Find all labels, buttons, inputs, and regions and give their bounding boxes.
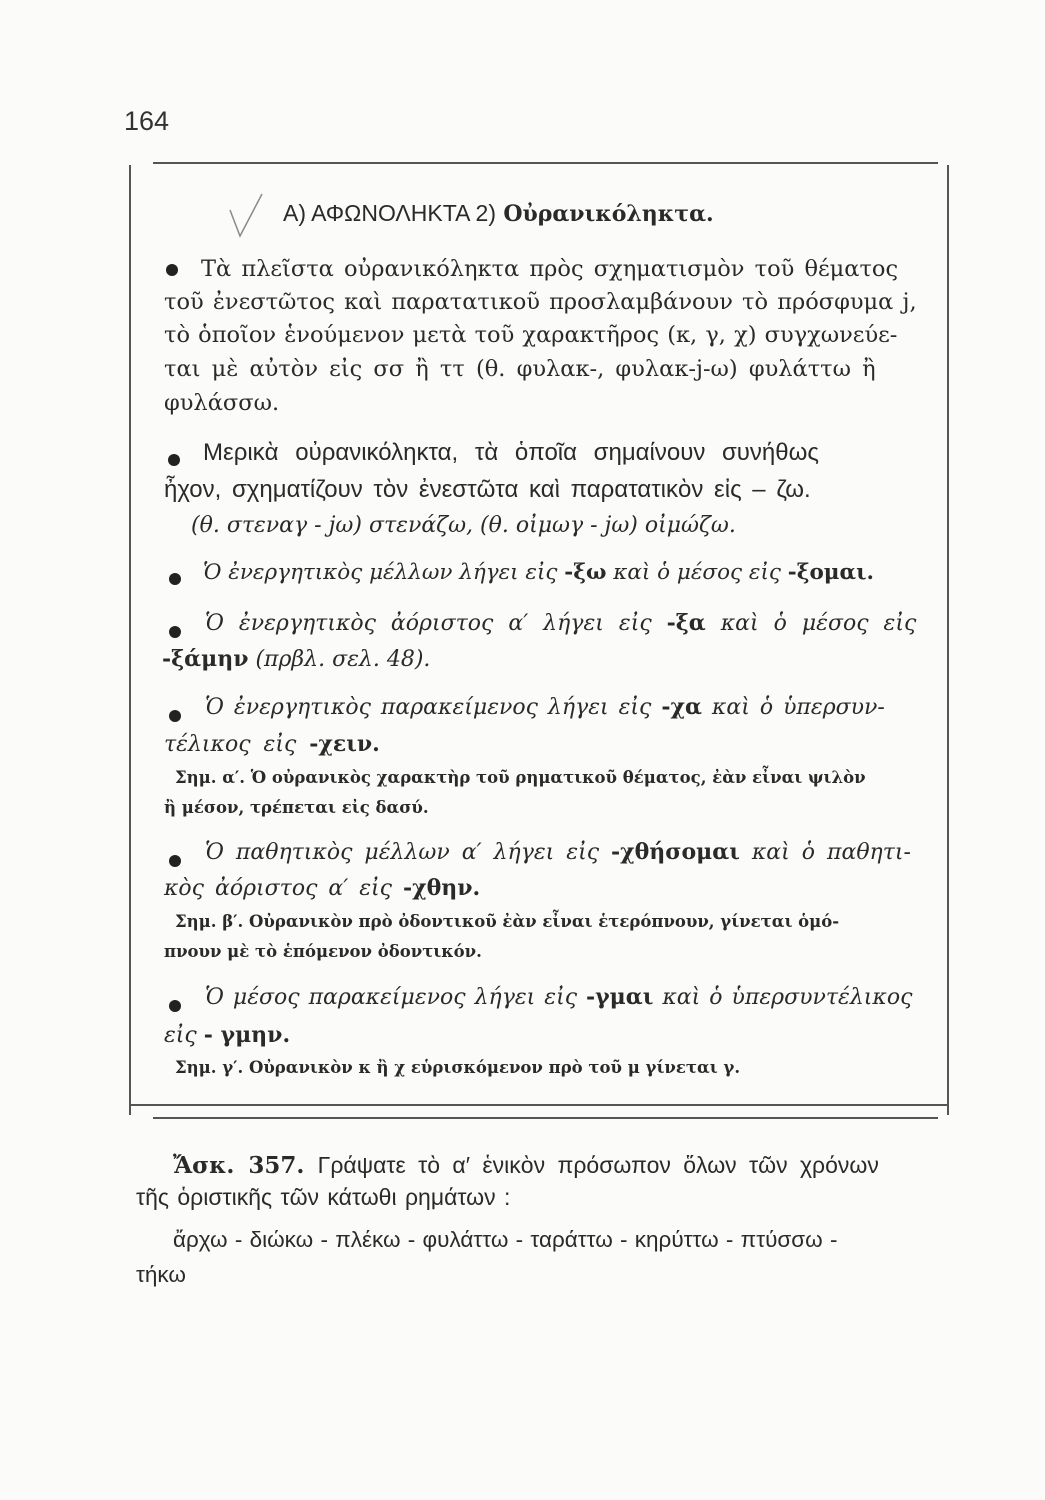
bullet-icon <box>166 264 178 276</box>
p2-line-2: ἦχον, σχηματίζουν τὸν ἐνεστῶτα καὶ παρατατικὸν εἰς – ζω. <box>164 476 811 503</box>
p4-text-1: Ὁ ἐνεργητικὸς ἀόριστος α′ λήγει εἰς <box>205 611 652 636</box>
page-number: 164 <box>124 106 170 136</box>
p4-line-1 <box>205 612 916 635</box>
section-heading <box>283 200 714 227</box>
p6-line-1 <box>205 841 911 864</box>
p7-text-1: Ὁ μέσος παρακείμενος λήγει εἰς <box>205 985 578 1010</box>
p7-text-3: εἰς <box>164 1023 197 1048</box>
bullet-icon <box>169 626 181 638</box>
exercise-label: Ἄσκ. 357. <box>173 1152 305 1179</box>
heading-title: Οὐρανικόληκτα. <box>503 201 714 227</box>
exercise-verbs-cont: τήκω <box>136 1262 186 1287</box>
p6-text-3: κὸς ἀόριστος α′ εἰς <box>164 876 392 901</box>
p1-line-4: ται μὲ αὐτὸν εἰς σσ ἢ ττ (θ. φυλακ-, φυλακ-j-ω) φυλάττω ἢ <box>164 356 876 382</box>
bottom-rule <box>153 1117 938 1119</box>
p5-text-1: Ὁ ἐνεργητικὸς παρακείμενος λήγει εἰς <box>205 695 652 720</box>
top-rule <box>153 162 938 164</box>
p7-line-2 <box>164 1024 290 1047</box>
p1-line-1: Τὰ πλεῖστα οὐρανικόληκτα πρὸς σχηματισμὸν τοῦ θέματος <box>201 256 899 282</box>
exercise-line-1 <box>173 1152 879 1179</box>
p6-ending-1: -χθήσομαι <box>611 839 740 865</box>
p4-text-3: (πρβλ. σελ. 48). <box>255 647 431 672</box>
box-bottom-rule <box>129 1104 947 1106</box>
p6-line-2 <box>164 877 480 900</box>
p2-line-3: (θ. στεναγ - jω) στενάζω, (θ. οἰμωγ - jω) οἰμώζω. <box>191 513 736 538</box>
note-c-line: Σημ. γ′. Οὐρανικὸν κ ἢ χ εὑρισκόμενον πρὸ τοῦ μ γίνεται γ. <box>175 1058 741 1077</box>
p2-line-1: Μερικὰ οὐρανικόληκτα, τὰ ὁποῖα σημαίνουν συνήθως <box>203 439 819 466</box>
p5-ending-2: -χειν. <box>309 731 380 757</box>
p3-ending-1: -ξω <box>564 560 607 585</box>
p3-line <box>203 562 874 584</box>
p7-ending-2: - γμην. <box>203 1022 291 1048</box>
p1-line-5: φυλάσσω. <box>164 390 280 416</box>
p7-line-1 <box>205 986 912 1009</box>
p6-text-1: Ὁ παθητικὸς μέλλων α′ λήγει εἰς <box>205 840 600 865</box>
p4-ending-1: -ξα <box>666 610 706 636</box>
note-a-line-2: ἢ μέσον, τρέπεται εἰς δασύ. <box>164 798 429 817</box>
p1-line-3: τὸ ὁποῖον ἑνούμενον μετὰ τοῦ χαρακτῆρος (κ, γ, χ) συγχωνεύε- <box>164 322 898 348</box>
p5-line-2 <box>164 733 380 756</box>
p7-ending-1: -γμαι <box>586 984 654 1010</box>
p4-ending-2: -ξάμην <box>162 646 249 672</box>
p7-text-2: καὶ ὁ ὑπερσυντέλικος <box>662 985 913 1010</box>
p3-text-1: Ὁ ἐνεργητικὸς μέλλων λήγει εἰς <box>203 560 558 585</box>
p3-text-2: καὶ ὁ μέσος εἰς <box>613 560 781 585</box>
note-b-line-2: πνουν μὲ τὸ ἑπόμενον ὀδοντικόν. <box>164 942 482 961</box>
note-a-line-1: Σημ. α′. Ὁ οὐρανικὸς χαρακτὴρ τοῦ ρηματικοῦ θέματος, ἐὰν εἶναι ψιλὸν <box>175 768 866 787</box>
p6-text-2: καὶ ὁ παθητι- <box>751 840 911 865</box>
p4-text-2: καὶ ὁ μέσος εἰς <box>720 611 917 636</box>
heading-prefix: Α) ΑΦΩΝΟΛΗΚΤΑ 2) <box>283 200 496 226</box>
note-b-line-1: Σημ. β′. Οὐρανικὸν πρὸ ὀδοντικοῦ ἐὰν εἶναι ἑτερόπνουν, γίνεται ὁμό- <box>175 912 840 931</box>
bullet-icon <box>169 573 181 585</box>
p5-text-3: τέλικος εἰς <box>164 732 297 757</box>
bullet-icon <box>169 710 181 722</box>
p4-line-2 <box>162 648 430 671</box>
check-mark-icon <box>226 192 266 242</box>
p5-ending-1: -χα <box>661 694 702 720</box>
p6-ending-2: -χθην. <box>403 875 481 901</box>
exercise-verbs: ἄρχω - διώκω - πλέκω - φυλάττω - ταράττω - κηρύττω - πτύσσω - <box>173 1227 838 1252</box>
bullet-icon <box>168 454 180 466</box>
bullet-icon <box>169 1000 181 1012</box>
p5-line-1 <box>205 696 885 719</box>
exercise-instruction-2: τῆς ὁριστικῆς τῶν κάτωθι ρημάτων : <box>136 1184 511 1210</box>
bullet-icon <box>169 855 181 867</box>
p3-ending-2: -ξομαι. <box>787 560 874 585</box>
p5-text-2: καὶ ὁ ὑπερσυν- <box>711 695 885 720</box>
p1-line-2: τοῦ ἐνεστῶτος καὶ παρατατικοῦ προσλαμβάνουν τὸ πρόσφυμα j, <box>164 289 917 315</box>
exercise-instruction-1: Γράψατε τὸ α′ ἑνικὸν πρόσωπον ὅλων τῶν χρόνων <box>317 1152 879 1178</box>
